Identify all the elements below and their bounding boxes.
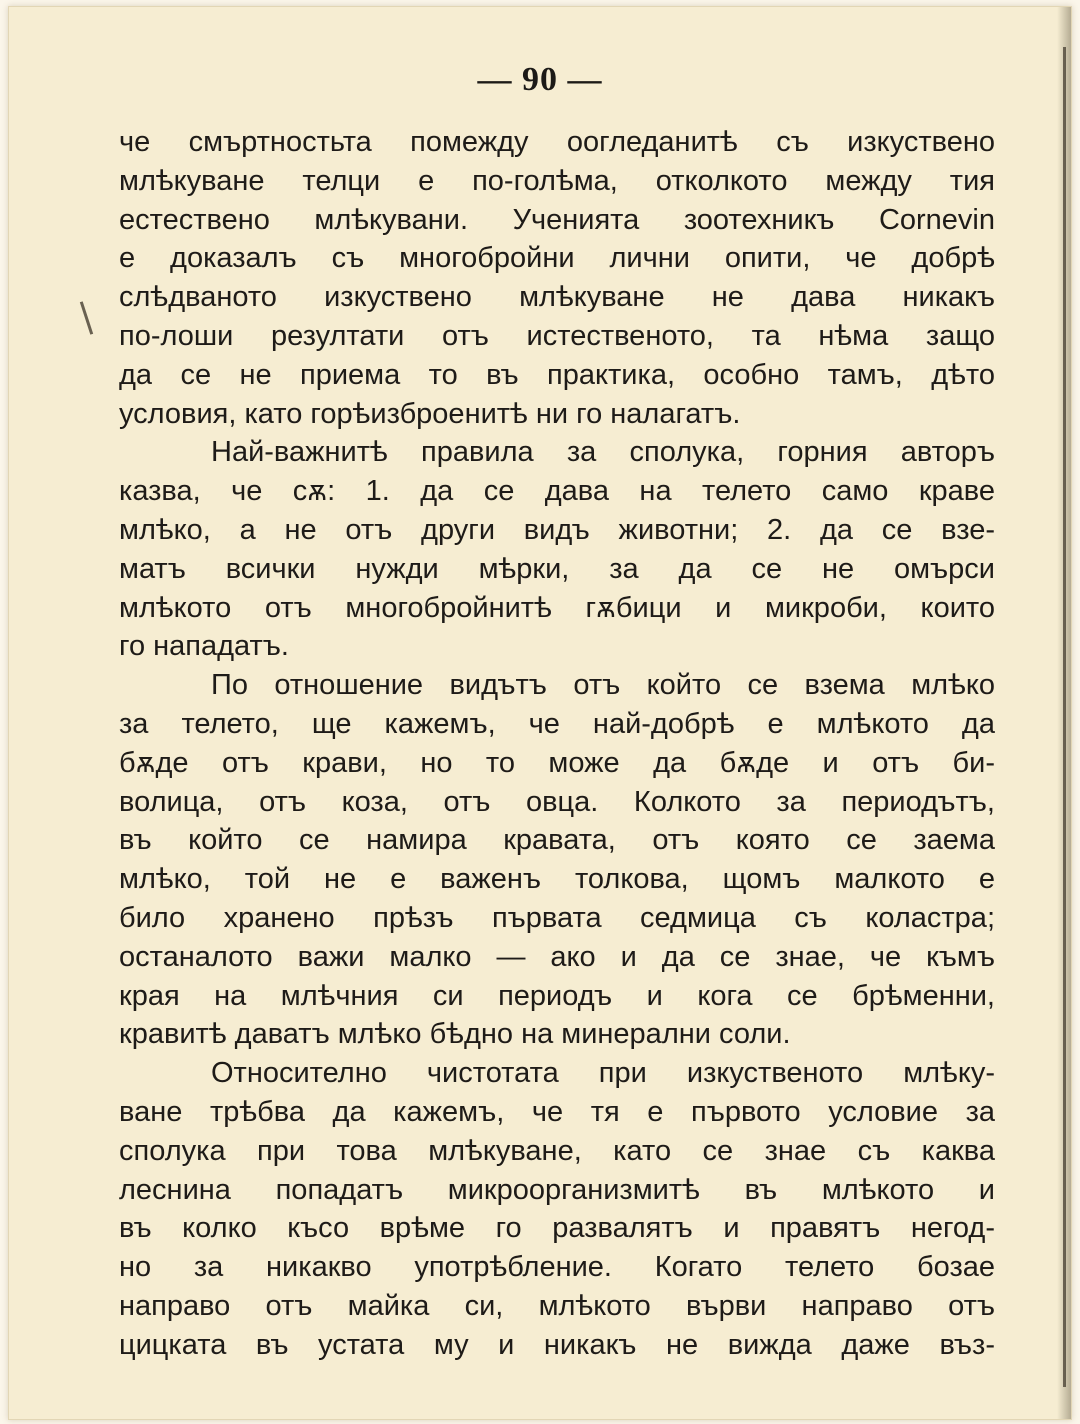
text-line: Относително чистотата при изкуственото млѣку-: [211, 1057, 995, 1090]
text-line: ване трѣбва да кажемъ, че тя е първото условие за: [119, 1095, 995, 1128]
page-number: — 90 —: [477, 61, 603, 98]
text-line: е доказалъ съ многобройни лични опити, че добрѣ: [119, 242, 995, 275]
text-line: Най-важнитѣ правила за сполука, горния авторъ: [211, 436, 995, 469]
text-line: въ който се намира кравата, отъ която се заема: [119, 824, 995, 857]
text-line: слѣдваното изкуствено млѣкуване не дава никакъ: [119, 281, 995, 314]
text-line: естествено млѣкувани. Ученията зоотехникъ Cornevin: [119, 203, 995, 236]
text-line: въ колко късо врѣме го развалятъ и правятъ негод-: [119, 1212, 995, 1245]
text-line: казва, че сѫ: 1. да се дава на телето само краве: [119, 475, 995, 508]
text-line: по-лоши резултати отъ истественото, та нѣма защо: [119, 319, 995, 352]
text-line: цицката въ устата му и никакъ не вижда даже въз-: [119, 1328, 995, 1361]
text-line: млѣкуване телци е по-голѣма, отколкото между тия: [119, 164, 995, 197]
text-line: края на млѣчния си периодъ и кога се брѣменни,: [119, 979, 995, 1012]
text-line: сполука при това млѣкуване, като се знае съ каква: [119, 1134, 995, 1167]
text-line: го нападатъ.: [119, 630, 289, 663]
text-line: да се не приема то въ практика, особно тамъ, дѣто: [119, 358, 995, 391]
book-page: [8, 6, 1072, 1420]
text-line: за телето, ще кажемъ, че най-добрѣ е млѣкото да: [119, 707, 995, 740]
margin-mark: [80, 301, 93, 334]
text-line: волица, отъ коза, отъ овца. Колкото за периодътъ,: [119, 785, 995, 818]
text-line: млѣкото отъ многобройнитѣ гѫбици и микроби, които: [119, 591, 995, 624]
text-line: но за никакво употрѣбление. Когато телето бозае: [119, 1251, 995, 1284]
text-line: че смъртностьта помежду оогледанитѣ съ изкуствено: [119, 126, 995, 158]
body-text: [119, 123, 995, 1365]
text-line: условия, като горѣизброенитѣ ни го налагатъ.: [119, 397, 741, 430]
text-line: останалото важи малко — ако и да се знае, че къмъ: [119, 940, 995, 973]
text-line: млѣко, а не отъ други видъ животни; 2. да се взе-: [119, 513, 995, 546]
text-line: матъ всички нужди мѣрки, за да се не омърси: [119, 552, 995, 585]
text-line: направо отъ майка си, млѣкото върви направо отъ: [119, 1289, 995, 1322]
text-line: кравитѣ даватъ млѣко бѣдно на минерални соли.: [119, 1018, 791, 1051]
text-line: млѣко, той не е важенъ толкова, щомъ малкото е: [119, 863, 995, 896]
text-line: било хранено прѣзъ първата седмица съ коластра;: [119, 901, 995, 934]
text-line: леснина попадатъ микроорганизмитѣ въ млѣкото и: [119, 1173, 995, 1206]
text-line: бѫде отъ крави, но то може да бѫде и отъ би-: [119, 746, 995, 779]
text-line: По отношение видътъ отъ който се взема млѣко: [211, 669, 995, 702]
binding-edge: [1063, 47, 1066, 1387]
